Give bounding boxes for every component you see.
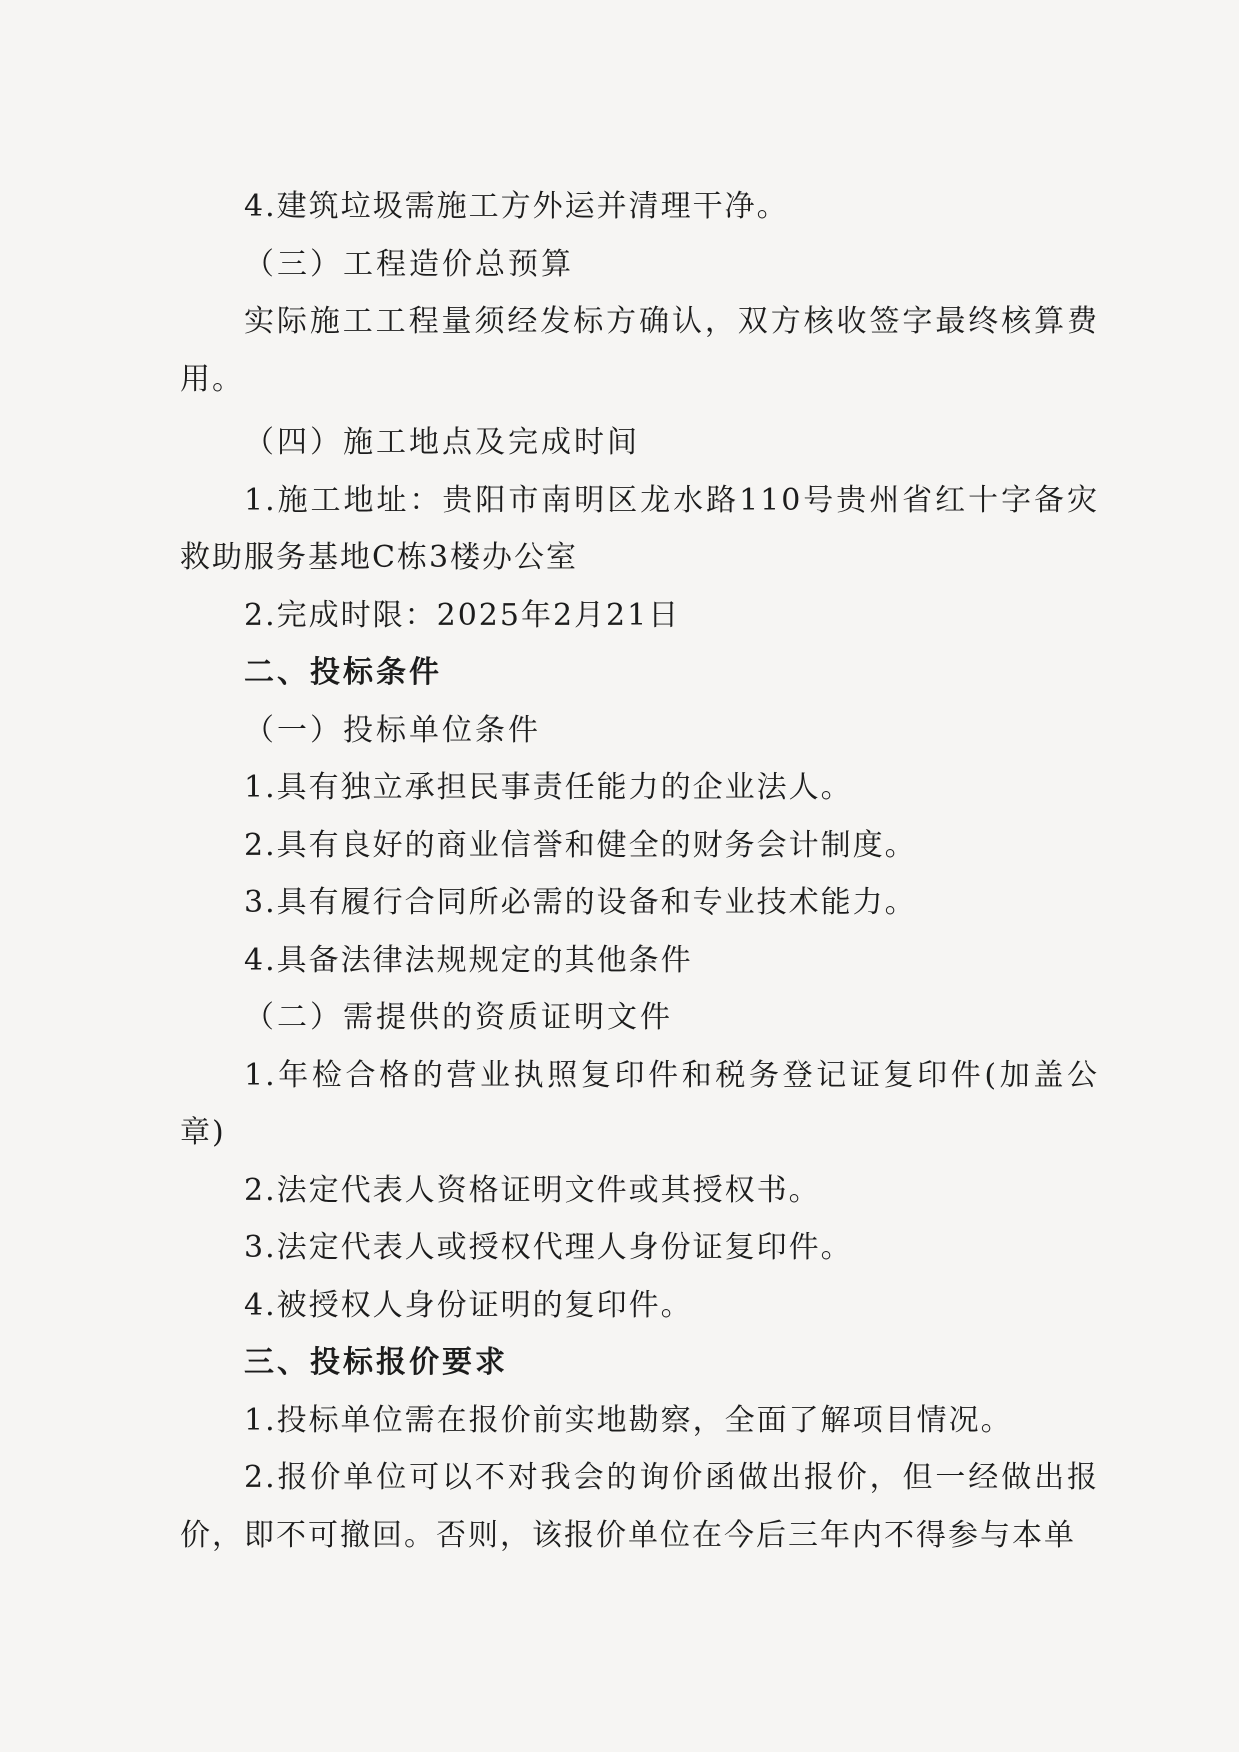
section-location-heading: （四）施工地点及完成时间: [244, 425, 640, 460]
quote-requirement-1: 1.投标单位需在报价前实地勘察，全面了解项目情况。: [244, 1402, 1013, 1438]
document-4: 4.被授权人身份证明的复印件。: [244, 1287, 693, 1323]
item-deadline: 2.完成时限：2025年2月21日: [244, 597, 681, 633]
condition-4: 4.具备法律法规规定的其他条件: [244, 942, 693, 978]
budget-paragraph: 实际施工工程量须经发标方确认，双方核收签字最终核算费用。: [180, 304, 1099, 397]
section-budget-heading: （三）工程造价总预算: [244, 246, 574, 282]
section-quote-requirements-heading: 三、投标报价要求: [244, 1345, 508, 1380]
item-address: 1.施工地址：贵阳市南明区龙水路110号贵州省红十字备灾救助服务基地C栋3楼办公室: [180, 482, 1099, 575]
subsection-bidder-conditions-heading: （一）投标单位条件: [244, 712, 541, 748]
section-bidding-conditions-heading: 二、投标条件: [244, 655, 442, 690]
document-3: 3.法定代表人或授权代理人身份证复印件。: [244, 1230, 853, 1265]
condition-1: 1.具有独立承担民事责任能力的企业法人。: [244, 770, 853, 805]
document-2: 2.法定代表人资格证明文件或其授权书。: [244, 1172, 821, 1208]
subsection-documents-heading: （二）需提供的资质证明文件: [244, 1000, 673, 1035]
condition-3: 3.具有履行合同所必需的设备和专业技术能力。: [244, 885, 917, 920]
document-1: 1.年检合格的营业执照复印件和税务登记证复印件(加盖公章): [180, 1057, 1099, 1150]
quote-requirement-2: 2.报价单位可以不对我会的询价函做出报价，但一经做出报价，即不可撤回。否则，该报价单位在今后三年内不得参与本单: [180, 1460, 1099, 1553]
condition-2: 2.具有良好的商业信誉和健全的财务会计制度。: [244, 827, 917, 863]
item-4-waste: 4.建筑垃圾需施工方外运并清理干净。: [244, 189, 789, 224]
